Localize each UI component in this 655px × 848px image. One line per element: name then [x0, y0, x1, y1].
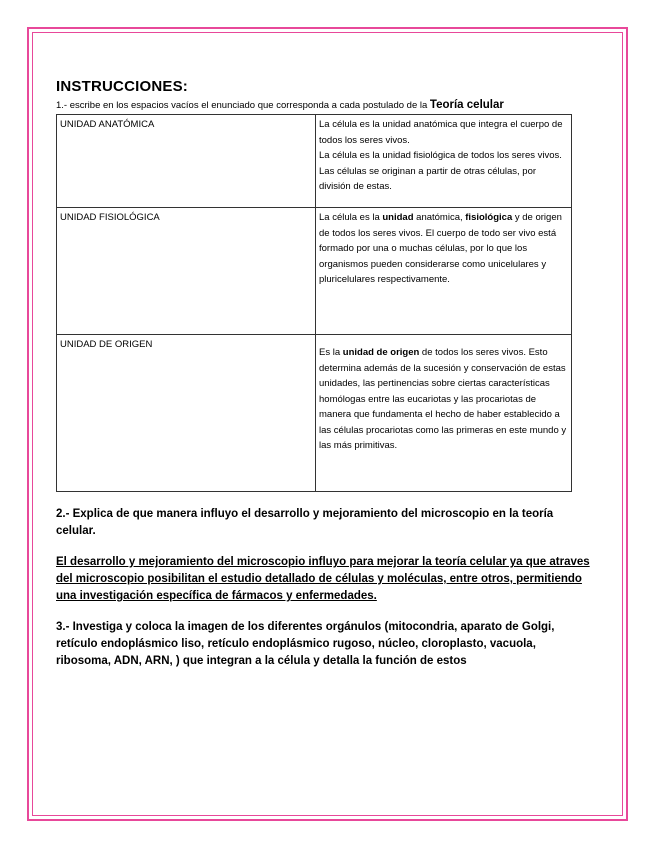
answer-paragraph	[319, 210, 568, 288]
answer-text: y de origen de todos los seres vivos. El cuerpo de todo ser vivo está formado por una o muchas células, por lo que los organismos pueden considerarse como unicelulares y pluricelulares respectivamente.	[319, 212, 562, 285]
answer-paragraph	[319, 345, 568, 454]
question-1	[56, 99, 594, 112]
answer-bold: fisiológica	[465, 212, 513, 223]
table-row	[57, 335, 572, 492]
postulates-table	[56, 114, 572, 492]
answer-text: La célula es la	[319, 212, 383, 223]
document-body	[56, 78, 594, 670]
question-3: 3.- Investiga y coloca la imagen de los diferentes orgánulos (mitocondria, aparato de Golgi, retículo endoplásmico liso, retículo endoplásmico rugoso, núcleo, cloroplasto, vacuola, ribosoma, ADN, ARN, ) que integran a la célula y detalla la función de estos	[56, 621, 555, 667]
answer-text: anatómica,	[413, 212, 466, 223]
cell-spacer	[319, 337, 568, 345]
answer-text: Es la	[319, 347, 343, 358]
answer-bold: unidad de origen	[342, 347, 420, 358]
question-2: 2.- Explica de que manera influyo el desarrollo y mejoramiento del microscopio en la teoría celular.	[56, 508, 554, 537]
table-row	[57, 115, 572, 208]
postulate-label: UNIDAD FISIOLÓGICA	[57, 208, 316, 335]
postulate-label: UNIDAD DE ORIGEN	[57, 335, 316, 492]
table-row	[57, 208, 572, 335]
answer-2[interactable]: El desarrollo y mejoramiento del microscopio influyo para mejorar la teoría celular ya que atraves del microscopio posibilitan el estudio detallado de células y moléculas, entre otros, permitiendo una investigación específica de fármacos y enfermedades.	[56, 556, 590, 602]
postulate-answer[interactable]	[316, 208, 572, 335]
answer-line: La célula es la unidad anatómica que integra el cuerpo de todos los seres vivos.	[319, 119, 563, 146]
answer-bold: unidad	[382, 212, 414, 223]
question-1-text: 1.- escribe en los espacios vacíos el enunciado que corresponda a cada postulado de la	[56, 100, 430, 111]
question-1-emphasis: Teoría celular	[429, 99, 504, 111]
postulate-answer[interactable]	[316, 115, 572, 208]
answer-line: La célula es la unidad fisiológica de todos los seres vivos.	[319, 150, 562, 161]
answer-text: de todos los seres vivos. Esto determina además de la sucesión y conservación de estas unidades, las pertinencias sobre ciertas características homólogas entre las eucariotas y las procariotas de manera que fundamenta el hecho de haber establecido a las células procariotas como las primeras en este mundo y las más primitivas.	[319, 347, 567, 451]
postulate-answer[interactable]	[316, 335, 572, 492]
postulate-label: UNIDAD ANATÓMICA	[57, 115, 316, 208]
instructions-heading: INSTRUCCIONES:	[56, 78, 188, 95]
answer-line: Las células se originan a partir de otras células, por división de estas.	[319, 165, 537, 192]
